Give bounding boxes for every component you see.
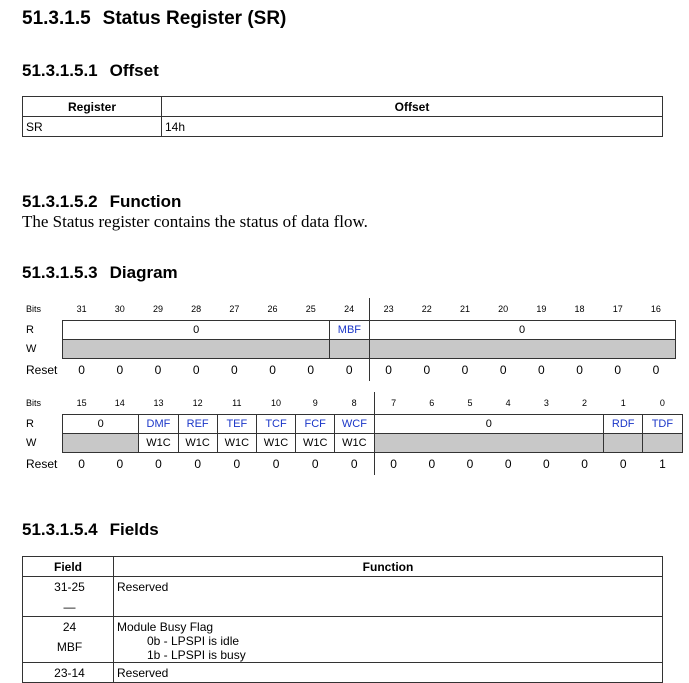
reset-value: 0 [576,363,583,377]
reset-value: 0 [194,457,201,471]
section-title: Function [109,192,182,211]
row-label: R [26,324,34,336]
field-dmf: DMF [139,415,178,434]
section-number: 51.3.1.5.2 [22,192,98,211]
row-label: Bits [26,398,42,409]
bits-row [22,298,675,321]
field-bits: 24 [62,620,77,634]
bit-number: 23 [369,298,408,321]
reset-value: 0 [307,363,315,377]
bit-number: 4 [505,398,511,408]
bit-number: 19 [536,304,547,314]
write-reserved [374,434,604,453]
reset-value: 0 [116,457,124,471]
row-label: W [26,343,37,355]
bit-number: 15 [76,398,87,408]
write-row [22,434,682,453]
bit-number: 31 [76,304,87,314]
bit-number: 9 [312,398,318,408]
bit-number: 24 [344,304,355,314]
table-header: Field [23,557,114,577]
table-row [23,663,663,683]
reset-value: 0 [466,457,474,471]
reset-value: 0 [116,363,124,377]
diagram-heading [22,263,178,283]
reset-row [22,359,675,382]
field-bits: 23-14 [23,663,114,683]
bit-number: 22 [421,304,432,314]
section-number: 51.3.1.5.1 [22,61,98,80]
field-tcf: TCF [256,415,295,434]
section-title: Status Register (SR) [102,8,287,29]
offset-heading [22,61,159,81]
table-header: Function [114,557,663,577]
reset-value: 0 [423,363,431,377]
bit-number: 7 [374,392,413,415]
write-w1c: W1C [296,434,335,453]
section-number: 51.3.1.5.4 [22,520,98,539]
function-detail: 1b - LPSPI is busy [147,648,246,662]
reset-value: 0 [311,457,319,471]
bit-number: 0 [659,398,665,408]
section-number: 51.3.1.5.3 [22,263,98,282]
reset-value: 0 [269,363,276,377]
bit-number: 26 [267,304,278,314]
reserved-field: 0 [63,321,330,340]
field-mbf: MBF [330,321,369,340]
reset-value: 0 [231,363,238,377]
reset-value: 0 [154,363,162,377]
row-label: R [26,418,34,430]
reset-value: 0 [543,457,550,471]
write-reserved [604,434,643,453]
write-w1c: W1C [139,434,178,453]
reset-value: 0 [499,363,507,377]
reset-value: 0 [78,457,85,471]
write-w1c: W1C [335,434,374,453]
reset-value: 0 [369,359,408,382]
function-cell: Reserved [114,663,663,683]
function-description: The Status register contains the status of data flow. [22,212,368,231]
bit-number: 18 [574,304,585,314]
section-number: 51.3.1.5 [22,8,91,29]
reset-value: 0 [233,457,241,471]
reserved-field: 0 [369,321,675,340]
read-row [22,321,675,340]
table-row [23,577,663,617]
write-row [22,340,675,359]
bit-number: 13 [153,398,164,408]
write-reserved [643,434,682,453]
reset-value: 1 [659,457,666,471]
bit-number: 12 [192,398,203,408]
fields-heading [22,520,159,540]
field-ref: REF [178,415,217,434]
reset-value: 0 [652,363,660,377]
table-cell: 14h [162,117,663,137]
row-label: W [26,437,37,449]
reset-value: 0 [428,457,436,471]
write-w1c: W1C [217,434,256,453]
table-header: Offset [162,97,663,117]
field-name: MBF [56,640,83,654]
reset-value: 0 [155,457,162,471]
reset-value: 0 [272,457,280,471]
reset-value: 0 [78,363,85,377]
reset-value: 0 [345,363,353,377]
bit-number: 5 [467,398,473,408]
field-bits: 31-25 [54,580,85,594]
bit-number: 21 [459,304,470,314]
section-title: Diagram [109,263,178,282]
reset-value: 0 [374,453,413,476]
field-cell [23,577,114,617]
field-rdf: RDF [604,415,643,434]
read-row [22,415,682,434]
bit-number: 30 [114,304,125,314]
function-cell: Reserved [114,577,663,617]
fields-table [22,556,663,683]
bit-number: 1 [620,398,626,408]
bit-number: 20 [498,304,509,314]
field-wcf: WCF [335,415,374,434]
write-reserved [63,340,330,359]
field-tef: TEF [217,415,256,434]
table-row [23,117,663,137]
reserved-field: 0 [63,415,139,434]
bit-number: 16 [650,304,661,314]
write-w1c: W1C [178,434,217,453]
write-reserved [330,340,369,359]
reset-value: 0 [614,363,622,377]
field-name: — [63,600,76,614]
register-diagram-upper [22,298,676,381]
field-fcf: FCF [296,415,335,434]
bit-number: 17 [612,304,623,314]
field-tdf: TDF [643,415,682,434]
bit-number: 14 [114,398,125,408]
row-label: Reset [26,456,58,471]
bit-number: 8 [351,398,357,408]
table-cell: SR [23,117,162,137]
reset-value: 0 [461,363,469,377]
reset-value: 0 [619,457,627,471]
write-reserved [63,434,139,453]
reset-value: 0 [350,457,358,471]
bit-number: 3 [543,398,549,408]
register-diagram-lower [22,392,683,475]
row-label: Reset [26,362,58,377]
bit-number: 28 [191,304,202,314]
bit-number: 6 [429,398,435,408]
bits-row [22,392,682,415]
page-title [22,8,286,30]
bit-number: 29 [152,304,163,314]
function-detail: 0b - LPSPI is idle [147,634,240,648]
reset-row [22,453,682,476]
table-header: Register [23,97,162,117]
function-cell [114,617,663,663]
bit-number: 2 [582,398,588,408]
write-reserved [369,340,675,359]
field-cell [23,617,114,663]
section-title: Fields [109,520,159,539]
bit-number: 27 [229,304,240,314]
reserved-field: 0 [374,415,604,434]
reset-value: 0 [504,457,512,471]
function-heading [22,192,181,212]
offset-table [22,96,663,137]
reset-value: 0 [538,363,545,377]
reset-value: 0 [192,363,200,377]
table-row [23,617,663,663]
bit-number: 10 [271,398,282,408]
section-title: Offset [109,61,159,80]
row-label: Bits [26,304,42,315]
bit-number: 11 [232,398,242,408]
write-w1c: W1C [256,434,295,453]
bit-number: 25 [305,304,316,314]
reset-value: 0 [581,457,588,471]
function-text: Module Busy Flag [117,620,214,634]
